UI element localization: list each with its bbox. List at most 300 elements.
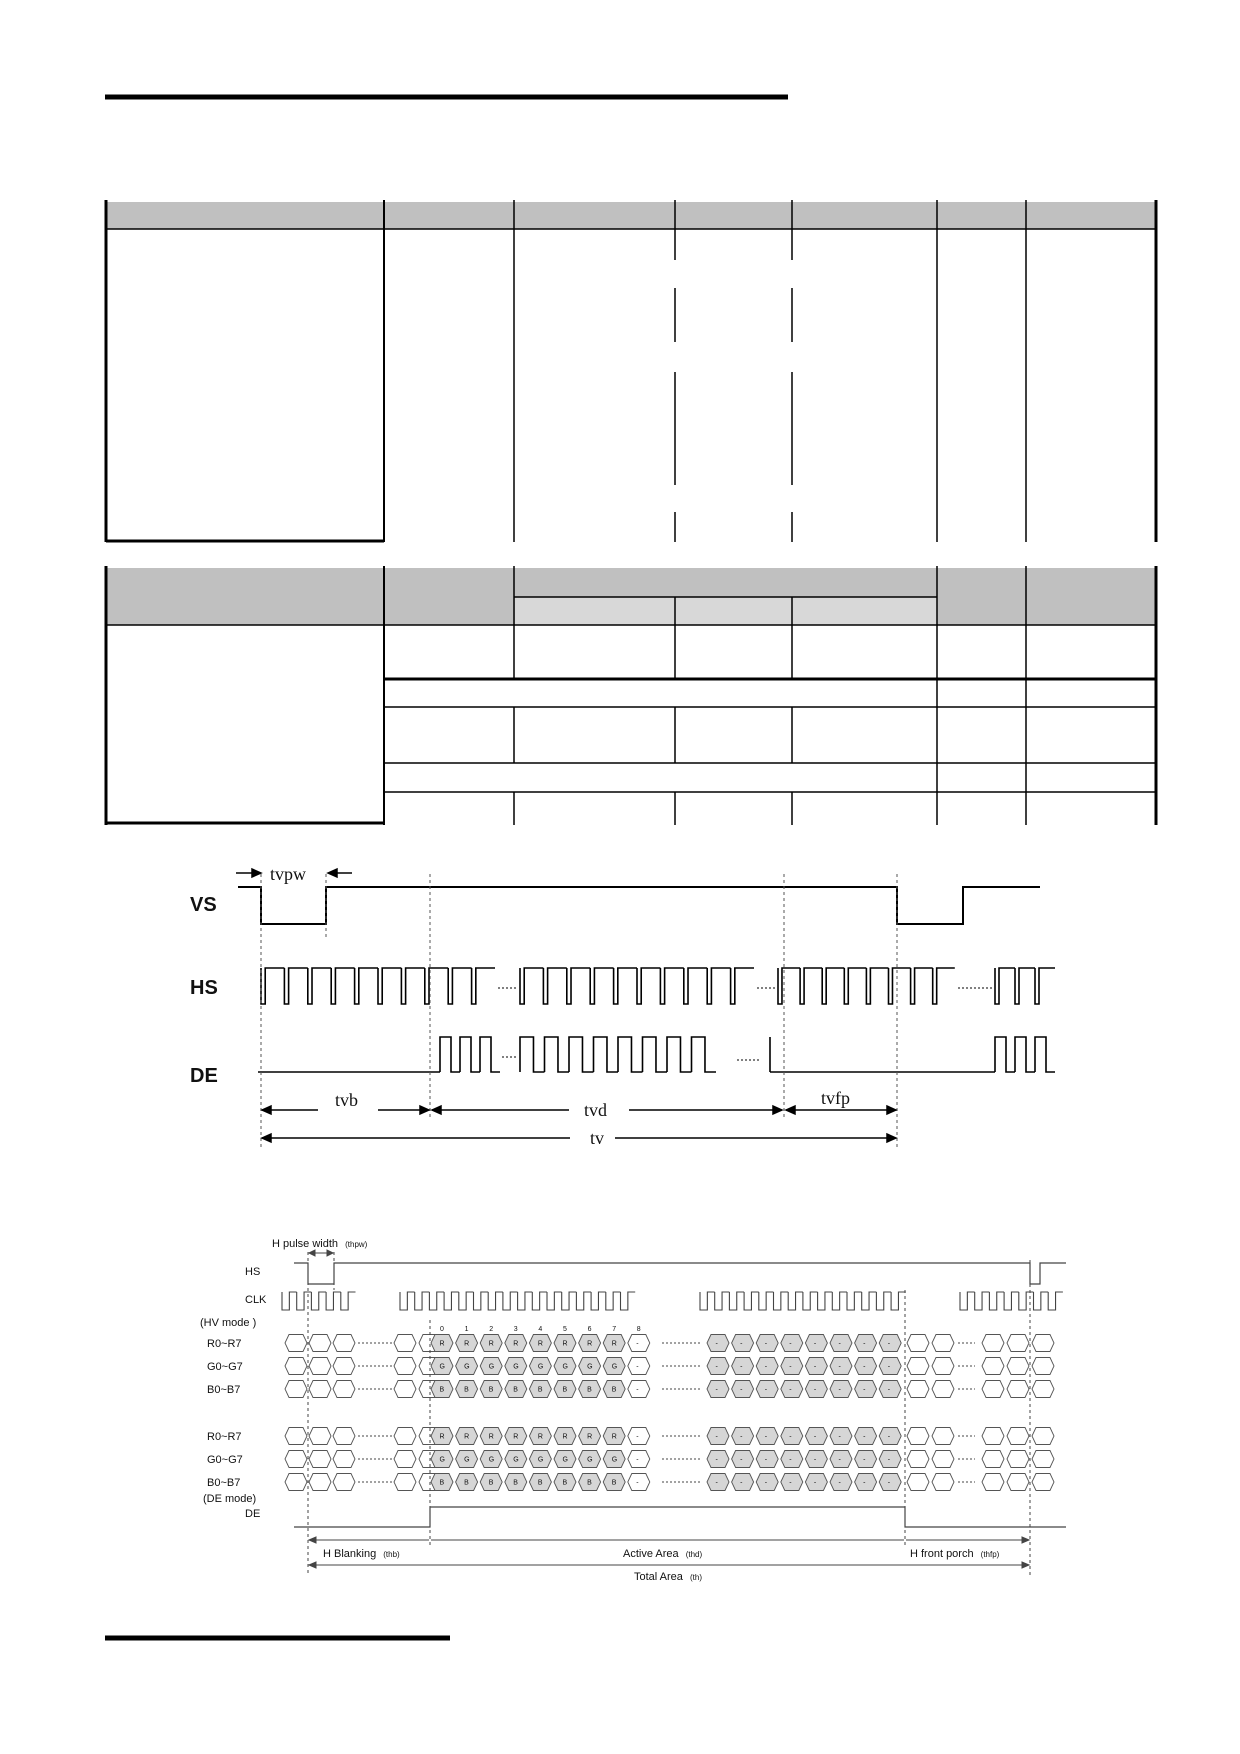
pixel-cell-letter: B <box>513 1479 518 1487</box>
pixel-blank-cell <box>333 1335 355 1352</box>
h-front-porch-label: H front porch (thfp) <box>910 1548 1000 1560</box>
pixel-cell-letter: R <box>464 1340 470 1348</box>
pixel-cell-letter: - <box>764 1340 768 1348</box>
pixel-cell-letter: B <box>537 1386 543 1394</box>
pixel-data-cell <box>505 1381 527 1398</box>
pixel-cell-letter: G <box>537 1456 544 1464</box>
pixel-data-rows <box>285 1335 1054 1491</box>
pixel-data-cell <box>830 1381 852 1398</box>
pixel-blank-cell <box>285 1474 307 1491</box>
hv-b-label: B0~B7 <box>207 1384 241 1396</box>
pixel-cell-letter: B <box>611 1479 617 1487</box>
pixel-data-cell <box>505 1335 527 1352</box>
pixel-data-cell <box>805 1428 827 1445</box>
pixel-cell-letter: - <box>740 1433 743 1441</box>
h-pulse-arrow <box>309 1250 333 1256</box>
pixel-blank-cell <box>628 1335 650 1352</box>
pixel-cell-letter: - <box>838 1479 841 1487</box>
pixel-cell-letter: - <box>789 1386 792 1394</box>
pixel-cell-letter: - <box>740 1340 743 1348</box>
pixel-cell-letter: B <box>562 1386 568 1394</box>
pixel-cell-letter: G <box>587 1363 593 1371</box>
pixel-data-cell <box>529 1381 551 1398</box>
pixel-blank-cell <box>1032 1451 1054 1468</box>
pixel-blank-cell <box>907 1428 929 1445</box>
pixel-index-row <box>440 1326 641 1333</box>
pixel-blank-cell <box>932 1428 954 1445</box>
pixel-data-cell <box>505 1474 527 1491</box>
de-b-label: B0~B7 <box>207 1477 241 1489</box>
pixel-data-cell <box>855 1381 877 1398</box>
pixel-data-cell <box>579 1381 601 1398</box>
pixel-data-cell <box>529 1358 551 1375</box>
ht-hs-label: HS <box>245 1266 261 1278</box>
pixel-cell-letter: R <box>464 1433 470 1441</box>
ht-de-label: DE <box>245 1508 261 1520</box>
pixel-data-cell <box>805 1358 827 1375</box>
pixel-cell-letter: B <box>488 1479 494 1487</box>
pixel-data-cell <box>529 1474 551 1491</box>
pixel-data-cell <box>707 1428 729 1445</box>
pixel-cell-letter: R <box>513 1340 519 1348</box>
pixel-data-cell <box>830 1335 852 1352</box>
pixel-cell-letter: G <box>537 1363 544 1371</box>
pixel-blank-cell <box>628 1358 650 1375</box>
pixel-cell-letter: - <box>740 1456 743 1464</box>
pixel-blank-cell <box>932 1358 954 1375</box>
tvd-label: tvd <box>584 1100 608 1120</box>
pixel-blank-cell <box>394 1474 416 1491</box>
vertical-timing-diagram <box>190 864 1055 1150</box>
pixel-cell-letter: G <box>439 1363 445 1371</box>
h-blanking-label: H Blanking (thb) <box>323 1548 400 1560</box>
pixel-data-cell <box>805 1381 827 1398</box>
pixel-cell-letter: R <box>587 1340 593 1348</box>
pixel-blank-cell <box>333 1381 355 1398</box>
pixel-data-cell <box>707 1358 729 1375</box>
de-g-label: G0~G7 <box>207 1454 243 1466</box>
pixel-blank-cell <box>1032 1474 1054 1491</box>
pixel-cell-letter: B <box>562 1479 568 1487</box>
pixel-cell-letter: G <box>488 1363 495 1371</box>
pixel-blank-cell <box>285 1451 307 1468</box>
pixel-blank-cell <box>1032 1358 1054 1375</box>
pixel-data-cell <box>480 1451 502 1468</box>
pixel-data-cell <box>431 1381 453 1398</box>
pixel-cell-letter: - <box>813 1340 817 1348</box>
pixel-blank-cell <box>309 1358 331 1375</box>
de-waveform <box>258 1037 1055 1072</box>
pixel-cell-letter: - <box>887 1479 891 1487</box>
pixel-cell-letter: - <box>863 1386 866 1394</box>
pixel-cell-letter: - <box>813 1456 817 1464</box>
pixel-data-cell <box>879 1381 901 1398</box>
pixel-data-cell <box>781 1451 803 1468</box>
pixel-data-cell <box>529 1428 551 1445</box>
pixel-blank-cell <box>285 1428 307 1445</box>
pixel-data-cell <box>805 1451 827 1468</box>
pixel-data-cell <box>855 1451 877 1468</box>
pixel-blank-cell <box>394 1428 416 1445</box>
pixel-cell-letter: G <box>562 1456 568 1464</box>
hs-label: HS <box>190 977 218 999</box>
pixel-cell-letter: G <box>611 1456 618 1464</box>
pixel-data-cell <box>579 1474 601 1491</box>
pixel-data-cell <box>456 1451 478 1468</box>
pixel-cell-letter: - <box>636 1340 639 1348</box>
pixel-cell-letter: G <box>513 1456 519 1464</box>
pixel-data-cell <box>707 1335 729 1352</box>
pixel-blank-cell <box>1007 1381 1029 1398</box>
pixel-data-cell <box>603 1451 625 1468</box>
pixel-cell-letter: - <box>838 1433 841 1441</box>
pixel-blank-cell <box>285 1358 307 1375</box>
pixel-cell-letter: - <box>887 1386 891 1394</box>
pixel-cell-letter: R <box>611 1340 617 1348</box>
pixel-cell-letter: - <box>887 1363 891 1371</box>
hv-g-label: G0~G7 <box>207 1361 243 1373</box>
pixel-cell-letter: - <box>813 1386 817 1394</box>
pixel-data-cell <box>707 1474 729 1491</box>
pixel-data-cell <box>480 1381 502 1398</box>
pixel-data-cell <box>505 1451 527 1468</box>
pixel-cell-letter: R <box>562 1433 568 1441</box>
pixel-data-cell <box>480 1358 502 1375</box>
pixel-cell-letter: - <box>789 1433 792 1441</box>
pixel-blank-cell <box>932 1381 954 1398</box>
pixel-cell-letter: G <box>611 1363 618 1371</box>
pixel-index-8: 8 <box>636 1326 641 1333</box>
pixel-cell-letter: B <box>439 1479 445 1487</box>
pixel-blank-cell <box>628 1381 650 1398</box>
pixel-cell-letter: - <box>863 1479 866 1487</box>
tvfp-label: tvfp <box>821 1088 850 1108</box>
pixel-cell-letter: - <box>740 1363 743 1371</box>
pixel-data-cell <box>431 1451 453 1468</box>
pixel-data-cell <box>855 1474 877 1491</box>
pixel-cell-letter: - <box>715 1363 718 1371</box>
pixel-data-cell <box>554 1451 576 1468</box>
pixel-blank-cell <box>982 1428 1004 1445</box>
pixel-blank-cell <box>309 1428 331 1445</box>
pixel-cell-letter: G <box>562 1363 568 1371</box>
pixel-blank-cell <box>394 1335 416 1352</box>
pixel-blank-cell <box>907 1381 929 1398</box>
pixel-cell-letter: R <box>488 1340 494 1348</box>
pixel-data-cell <box>480 1335 502 1352</box>
pixel-cell-letter: B <box>587 1479 592 1487</box>
pixel-data-cell <box>603 1428 625 1445</box>
pixel-data-cell <box>781 1381 803 1398</box>
pixel-cell-letter: G <box>464 1456 470 1464</box>
pixel-data-cell <box>480 1428 502 1445</box>
pixel-data-cell <box>830 1474 852 1491</box>
pixel-data-cell <box>756 1358 778 1375</box>
pixel-cell-letter: - <box>863 1433 866 1441</box>
pixel-data-cell <box>579 1358 601 1375</box>
pixel-blank-cell <box>394 1451 416 1468</box>
pixel-cell-letter: R <box>537 1433 543 1441</box>
pixel-blank-cell <box>309 1381 331 1398</box>
pixel-cell-letter: - <box>813 1363 817 1371</box>
pixel-data-cell <box>732 1335 754 1352</box>
pixel-blank-cell <box>932 1474 954 1491</box>
ht-hs-waveform <box>294 1263 1066 1284</box>
pixel-cell-letter: B <box>464 1386 469 1394</box>
pixel-blank-cell <box>1032 1335 1054 1352</box>
pixel-blank-cell <box>309 1451 331 1468</box>
pixel-data-cell <box>554 1474 576 1491</box>
pixel-data-cell <box>830 1428 852 1445</box>
pixel-cell-letter: R <box>537 1340 543 1348</box>
tvb-label: tvb <box>335 1090 359 1110</box>
pixel-data-cell <box>456 1358 478 1375</box>
table-2 <box>106 566 1156 825</box>
pixel-cell-letter: - <box>715 1340 718 1348</box>
pixel-cell-letter: - <box>863 1456 866 1464</box>
pixel-cell-letter: - <box>838 1386 841 1394</box>
pixel-blank-cell <box>1007 1335 1029 1352</box>
pixel-data-cell <box>529 1451 551 1468</box>
pixel-cell-letter: - <box>813 1433 817 1441</box>
pixel-cell-letter: G <box>439 1456 445 1464</box>
ht-de-waveform <box>294 1507 1066 1527</box>
pixel-cell-letter: - <box>863 1363 866 1371</box>
pixel-data-cell <box>603 1474 625 1491</box>
pixel-blank-cell <box>333 1428 355 1445</box>
pixel-cell-letter: - <box>887 1456 891 1464</box>
pixel-index-2: 2 <box>489 1326 494 1333</box>
pixel-data-cell <box>431 1474 453 1491</box>
pixel-data-cell <box>805 1474 827 1491</box>
pixel-cell-letter: G <box>587 1456 593 1464</box>
pixel-blank-cell <box>309 1335 331 1352</box>
pixel-cell-letter: B <box>464 1479 469 1487</box>
pixel-cell-letter: - <box>636 1433 639 1441</box>
pixel-cell-letter: - <box>789 1363 792 1371</box>
tv-label: tv <box>590 1128 605 1148</box>
pixel-cell-letter: - <box>863 1340 866 1348</box>
pixel-data-cell <box>879 1474 901 1491</box>
pixel-cell-letter: B <box>488 1386 494 1394</box>
pixel-data-cell <box>603 1381 625 1398</box>
pixel-blank-cell <box>1007 1428 1029 1445</box>
pixel-data-cell <box>756 1451 778 1468</box>
pixel-data-cell <box>707 1451 729 1468</box>
pixel-cell-letter: - <box>838 1456 841 1464</box>
pixel-blank-cell <box>333 1451 355 1468</box>
active-area-label: Active Area (thd) <box>623 1548 703 1560</box>
pixel-blank-cell <box>1007 1451 1029 1468</box>
pixel-index-4: 4 <box>538 1326 543 1333</box>
pixel-blank-cell <box>628 1451 650 1468</box>
pixel-data-cell <box>603 1335 625 1352</box>
pixel-cell-letter: - <box>715 1433 718 1441</box>
pixel-blank-cell <box>932 1451 954 1468</box>
pixel-data-cell <box>879 1358 901 1375</box>
pixel-data-cell <box>431 1335 453 1352</box>
pixel-cell-letter: G <box>464 1363 470 1371</box>
vs-waveform <box>238 887 1040 924</box>
pixel-data-cell <box>732 1381 754 1398</box>
pixel-blank-cell <box>333 1358 355 1375</box>
pixel-data-cell <box>431 1358 453 1375</box>
pixel-data-cell <box>879 1428 901 1445</box>
pixel-cell-letter: - <box>764 1363 768 1371</box>
pixel-cell-letter: - <box>764 1386 768 1394</box>
pixel-blank-cell <box>907 1474 929 1491</box>
pixel-data-cell <box>456 1428 478 1445</box>
table-1 <box>106 200 1156 542</box>
pixel-data-cell <box>707 1381 729 1398</box>
pixel-data-cell <box>879 1451 901 1468</box>
pixel-cell-letter: R <box>587 1433 593 1441</box>
pixel-data-cell <box>554 1381 576 1398</box>
pixel-data-cell <box>855 1428 877 1445</box>
pixel-cell-letter: B <box>537 1479 543 1487</box>
pixel-cell-letter: R <box>562 1340 568 1348</box>
pixel-data-cell <box>855 1358 877 1375</box>
ht-clk-label: CLK <box>245 1294 267 1306</box>
pixel-data-cell <box>579 1428 601 1445</box>
pixel-data-cell <box>554 1335 576 1352</box>
pixel-blank-cell <box>982 1358 1004 1375</box>
pixel-blank-cell <box>394 1358 416 1375</box>
pixel-data-cell <box>855 1335 877 1352</box>
hv-mode-label: (HV mode ) <box>200 1317 257 1329</box>
pixel-blank-cell <box>982 1451 1004 1468</box>
pixel-data-cell <box>732 1428 754 1445</box>
pixel-blank-cell <box>982 1335 1004 1352</box>
pixel-cell-letter: B <box>587 1386 592 1394</box>
pixel-cell-letter: - <box>636 1363 639 1371</box>
pixel-blank-cell <box>309 1474 331 1491</box>
pixel-cell-letter: - <box>887 1340 891 1348</box>
tvpw-label: tvpw <box>270 864 306 884</box>
pixel-blank-cell <box>333 1474 355 1491</box>
pixel-blank-cell <box>394 1381 416 1398</box>
pixel-cell-letter: - <box>789 1479 792 1487</box>
pixel-data-cell <box>456 1335 478 1352</box>
pixel-data-cell <box>554 1358 576 1375</box>
de-r-label: R0~R7 <box>207 1431 242 1443</box>
de-mode-label: (DE mode) <box>203 1493 257 1505</box>
vs-label: VS <box>190 894 217 916</box>
pixel-cell-letter: G <box>488 1456 495 1464</box>
pixel-cell-letter: R <box>513 1433 519 1441</box>
pixel-index-1: 1 <box>464 1326 469 1333</box>
pixel-cell-letter: B <box>439 1386 445 1394</box>
pixel-index-3: 3 <box>513 1326 518 1333</box>
pixel-data-cell <box>830 1451 852 1468</box>
pixel-cell-letter: - <box>715 1386 718 1394</box>
pixel-data-cell <box>579 1335 601 1352</box>
hs-ellipsis <box>498 988 992 1060</box>
pixel-blank-cell <box>907 1451 929 1468</box>
pixel-data-cell <box>732 1474 754 1491</box>
pixel-cell-letter: - <box>740 1479 743 1487</box>
pixel-cell-letter: - <box>789 1340 792 1348</box>
pixel-cell-letter: - <box>715 1456 718 1464</box>
pixel-cell-letter: - <box>838 1340 841 1348</box>
pixel-cell-letter: - <box>813 1479 817 1487</box>
pixel-index-7: 7 <box>612 1326 617 1333</box>
pixel-blank-cell <box>932 1335 954 1352</box>
pixel-cell-letter: - <box>764 1456 768 1464</box>
pixel-cell-letter: - <box>636 1456 639 1464</box>
pixel-data-cell <box>431 1428 453 1445</box>
hs-waveform <box>261 968 1055 1004</box>
pixel-index-0: 0 <box>440 1326 444 1333</box>
pixel-blank-cell <box>1007 1474 1029 1491</box>
pixel-data-cell <box>830 1358 852 1375</box>
total-area-label: Total Area (th) <box>634 1571 702 1583</box>
pixel-data-cell <box>781 1335 803 1352</box>
pixel-data-cell <box>879 1335 901 1352</box>
pixel-data-cell <box>480 1474 502 1491</box>
pixel-blank-cell <box>907 1358 929 1375</box>
pixel-blank-cell <box>982 1474 1004 1491</box>
pixel-cell-letter: B <box>611 1386 617 1394</box>
pixel-data-cell <box>756 1335 778 1352</box>
pixel-data-cell <box>756 1428 778 1445</box>
pixel-data-cell <box>781 1428 803 1445</box>
pixel-data-cell <box>732 1451 754 1468</box>
pixel-blank-cell <box>907 1335 929 1352</box>
pixel-cell-letter: - <box>887 1433 891 1441</box>
pixel-data-cell <box>781 1474 803 1491</box>
pixel-index-6: 6 <box>587 1326 592 1333</box>
pixel-cell-letter: - <box>838 1363 841 1371</box>
ht-clk-waveform <box>282 1292 1063 1310</box>
pixel-cell-letter: R <box>439 1433 445 1441</box>
pixel-blank-cell <box>982 1381 1004 1398</box>
pixel-data-cell <box>732 1358 754 1375</box>
pixel-blank-cell <box>285 1381 307 1398</box>
pixel-cell-letter: - <box>715 1479 718 1487</box>
pixel-cell-letter: R <box>611 1433 617 1441</box>
pixel-blank-cell <box>1007 1358 1029 1375</box>
pixel-data-cell <box>781 1358 803 1375</box>
pixel-blank-cell <box>285 1335 307 1352</box>
pixel-data-cell <box>756 1474 778 1491</box>
horizontal-timing-diagram <box>200 1238 1066 1583</box>
pixel-data-cell <box>456 1474 478 1491</box>
pixel-cell-letter: - <box>789 1456 792 1464</box>
pixel-cell-letter: - <box>636 1386 639 1394</box>
pixel-cell-letter: B <box>513 1386 518 1394</box>
pixel-cell-letter: R <box>488 1433 494 1441</box>
pixel-blank-cell <box>628 1428 650 1445</box>
pixel-data-cell <box>603 1358 625 1375</box>
pixel-index-5: 5 <box>563 1326 567 1333</box>
pixel-cell-letter: R <box>439 1340 445 1348</box>
pixel-cell-letter: - <box>636 1479 639 1487</box>
pixel-blank-cell <box>1032 1428 1054 1445</box>
de-label: DE <box>190 1065 218 1087</box>
pixel-data-cell <box>579 1451 601 1468</box>
hv-r-label: R0~R7 <box>207 1338 242 1350</box>
h-pulse-label: H pulse width (thpw) <box>272 1238 368 1250</box>
pixel-data-cell <box>756 1381 778 1398</box>
pixel-data-cell <box>805 1335 827 1352</box>
pixel-cell-letter: - <box>764 1433 768 1441</box>
pixel-blank-cell <box>1032 1381 1054 1398</box>
pixel-blank-cell <box>628 1474 650 1491</box>
pixel-cell-letter: - <box>740 1386 743 1394</box>
pixel-data-cell <box>554 1428 576 1445</box>
pixel-cell-letter: - <box>764 1479 768 1487</box>
